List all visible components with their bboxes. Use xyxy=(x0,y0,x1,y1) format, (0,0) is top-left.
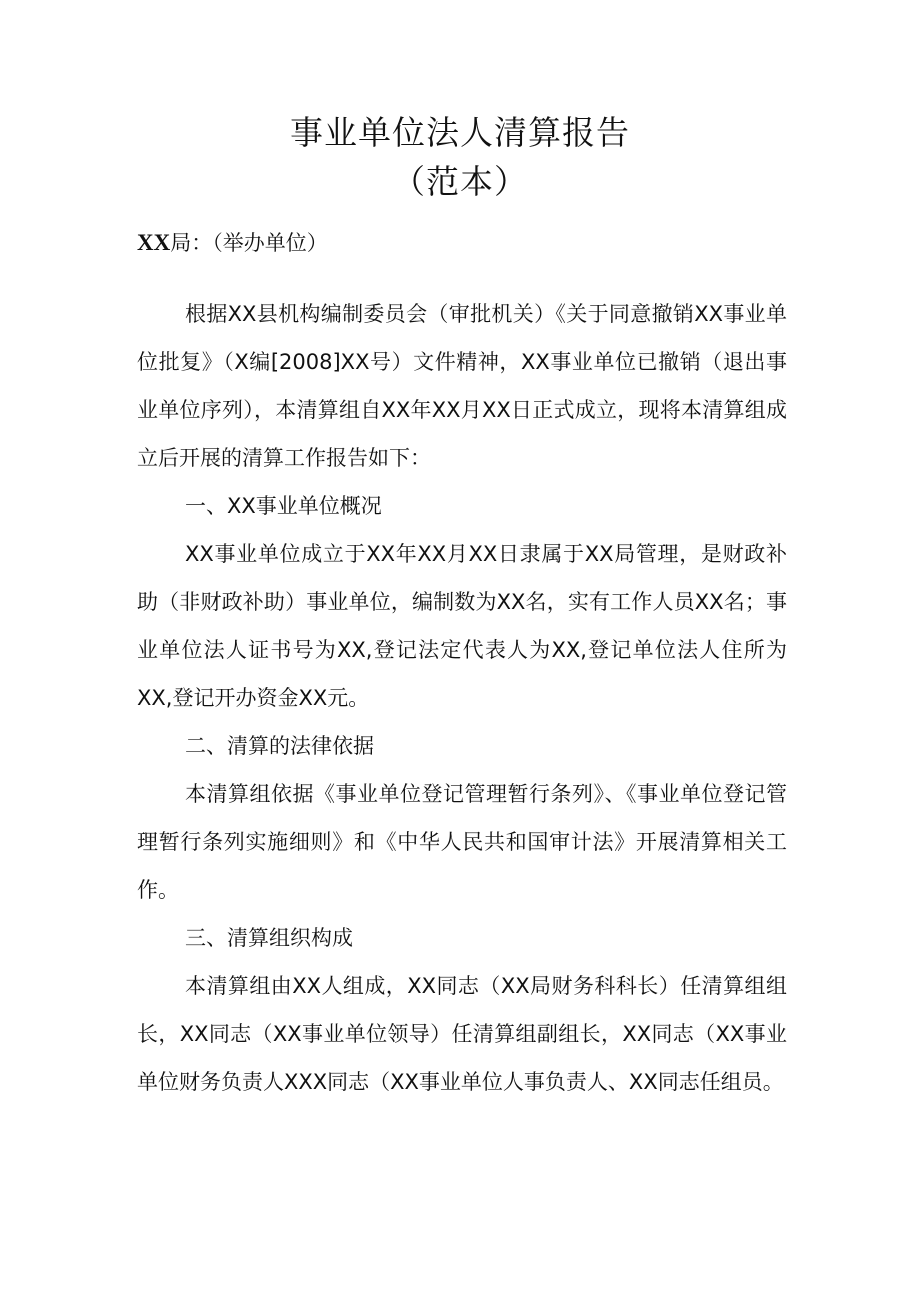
addressee-line xyxy=(137,226,328,260)
section-heading-overview: 一、XX事业单位概况 xyxy=(185,494,382,518)
intro-paragraph: 根据XX县机构编制委员会（审批机关）《关于同意撤销XX事业单位批复》（X编[2008]XX号）文件精神，XX事业单位已撤销（退出事业单位序列），本清算组自XX年XX月XX日正式成立，现将本清算组成立后开展的清算工作报告如下： xyxy=(137,302,787,470)
addressee-rest: 局：（举办单位） xyxy=(170,231,328,255)
addressee-name: XX xyxy=(137,230,171,255)
section-heading-organization: 三、清算组织构成 xyxy=(185,926,353,950)
section-heading-legal-basis: 二、清算的法律依据 xyxy=(185,734,374,758)
document-subtitle: （范本） xyxy=(392,162,528,201)
organization-paragraph: 本清算组由XX人组成，XX同志（XX局财务科科长）任清算组组长，XX同志（XX事业单位领导）任清算组副组长，XX同志（XX事业单位财务负责人XXX同志（XX事业单位人事负责人、XX同志任组员。 xyxy=(137,974,787,1094)
document-title: 事业单位法人清算报告 xyxy=(290,113,630,152)
report-body xyxy=(137,290,787,1106)
legal-basis-paragraph: 本清算组依据《事业单位登记管理暂行条列》、《事业单位登记管理暂行条列实施细则》和《中华人民共和国审计法》开展清算相关工作。 xyxy=(137,782,787,902)
overview-paragraph: XX事业单位成立于XX年XX月XX日隶属于XX局管理，是财政补助（非财政补助）事业单位，编制数为XX名，实有工作人员XX名；事业单位法人证书号为XX,登记法定代表人为XX,登记单位法人住所为XX,登记开办资金XX元。 xyxy=(137,542,787,710)
